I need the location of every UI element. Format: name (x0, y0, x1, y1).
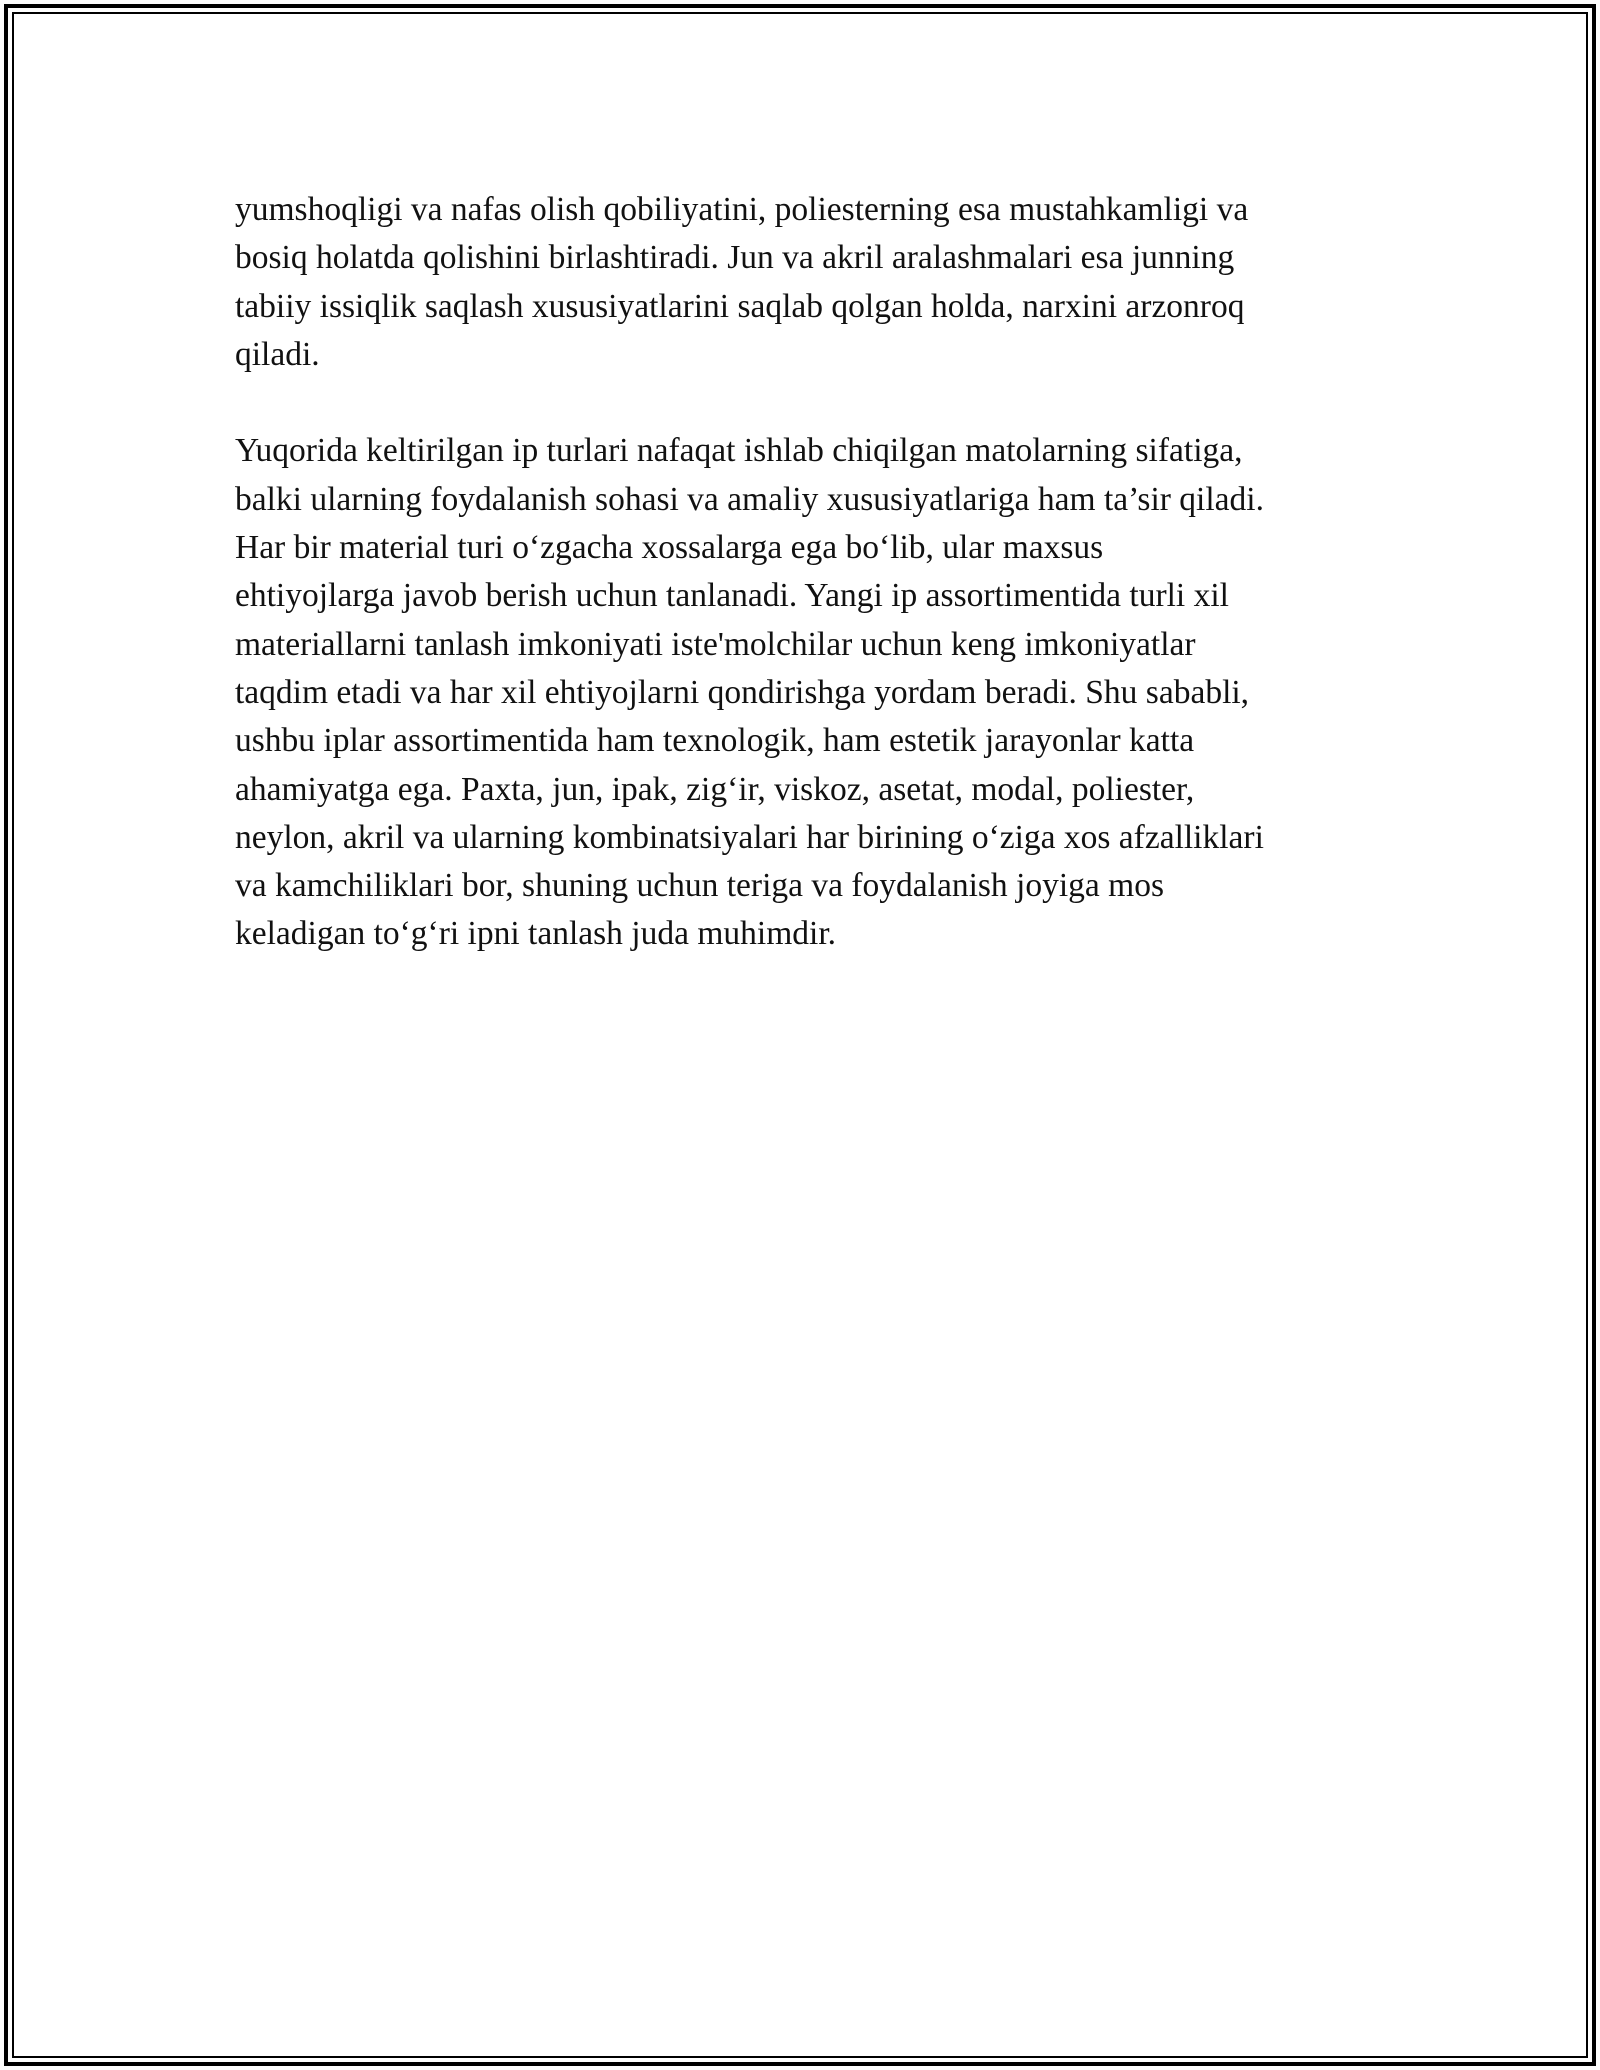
text-line: qiladi. (235, 335, 320, 373)
text-line: tabiiy issiqlik saqlash xususiyatlarini saqlab qolgan holda, narxini arzonroq (235, 287, 1245, 325)
text-line: balki ularning foydalanish sohasi va amaliy xususiyatlariga ham ta’sir qiladi. (235, 480, 1264, 518)
text-line: va kamchiliklari bor, shuning uchun teriga va foydalanish joyiga mos (235, 867, 1165, 905)
paragraph-1 (235, 186, 1370, 379)
text-line: neylon, akril va ularning kombinatsiyalari har birining o‘ziga xos afzalliklari (235, 818, 1264, 856)
text-line: taqdim etadi va har xil ehtiyojlarni qondirishga yordam beradi. Shu sababli, (235, 673, 1250, 711)
text-line: Har bir material turi o‘zgacha xossalarga ega bo‘lib, ular maxsus (235, 529, 1104, 567)
page-content (235, 186, 1370, 959)
text-line: yumshoqligi va nafas olish qobiliyatini, poliesterning esa mustahkamligi va (235, 191, 1249, 228)
text-line: keladigan to‘g‘ri ipni tanlash juda muhimdir. (235, 915, 837, 953)
text-line: bosiq holatda qolishini birlashtiradi. Jun va akril aralashmalari esa junning (235, 239, 1235, 277)
text-line: ushbu iplar assortimentida ham texnologik, ham estetik jarayonlar katta (235, 722, 1195, 760)
text-line: materiallarni tanlash imkoniyati iste'molchilar uchun keng imkoniyatlar (235, 625, 1196, 663)
text-line: ehtiyojlarga javob berish uchun tanlanadi. Yangi ip assortimentida turli xil (235, 577, 1229, 615)
text-line: Yuqorida keltirilgan ip turlari nafaqat ishlab chiqilgan matolarning sifatiga, (235, 432, 1243, 470)
paragraph-2 (235, 427, 1370, 958)
text-line: ahamiyatga ega. Paxta, jun, ipak, zig‘ir, viskoz, asetat, modal, poliester, (235, 770, 1195, 808)
